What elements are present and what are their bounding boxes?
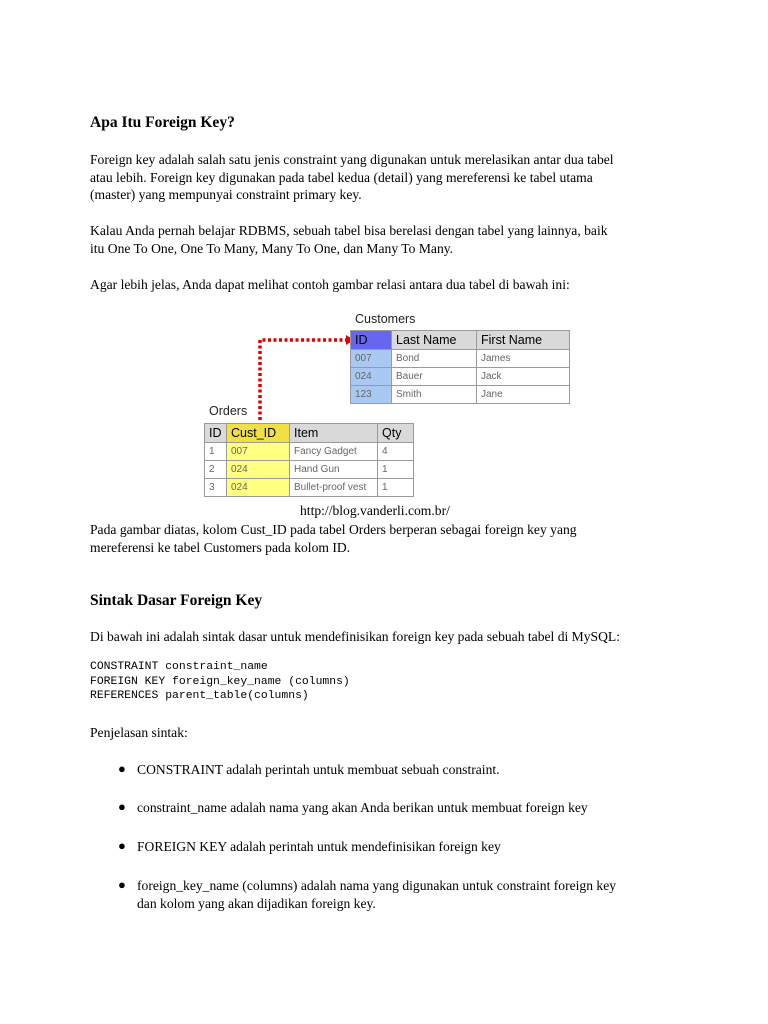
- paragraph-line: atau lebih. Foreign key digunakan pada tabel kedua (detail) yang mereferensi ke tabel utama: [90, 169, 593, 185]
- paragraph-sintak-intro: Di bawah ini adalah sintak dasar untuk mendefinisikan foreign key pada sebuah tabel di MySQL:: [90, 629, 621, 644]
- table-row: [205, 479, 414, 497]
- table-row: [205, 461, 414, 479]
- table-cell: Bauer: [392, 368, 477, 386]
- table-cell: 024: [351, 368, 392, 386]
- customers-table-label: Customers: [355, 312, 416, 326]
- table-cell: 1: [378, 479, 414, 497]
- bullet-marker: ●: [118, 761, 126, 776]
- table-cell: Bond: [392, 350, 477, 368]
- orders-header-item: Item: [290, 424, 378, 443]
- paragraph-explanation: [90, 521, 690, 556]
- table-cell: Jack: [477, 368, 570, 386]
- bullet-marker: ●: [118, 838, 126, 853]
- orders-header-cust-id: Cust_ID: [227, 424, 290, 443]
- customers-header-first-name: First Name: [477, 331, 570, 350]
- list-item: [137, 877, 697, 912]
- table-cell: 024: [227, 461, 290, 479]
- paragraph-line: Foreign key adalah salah satu jenis constraint yang digunakan untuk merelasikan antar dua tabel: [90, 152, 614, 167]
- table-cell: 1: [205, 443, 227, 461]
- table-cell: Fancy Gadget: [290, 443, 378, 461]
- table-cell: 007: [351, 350, 392, 368]
- table-cell: Smith: [392, 386, 477, 404]
- list-item: CONSTRAINT adalah perintah untuk membuat sebuah constraint.: [137, 762, 500, 777]
- customers-header-id: ID: [351, 331, 392, 350]
- paragraph-line: mereferensi ke tabel Customers pada kolom ID.: [90, 539, 351, 555]
- code-line: FOREIGN KEY foreign_key_name (columns): [90, 675, 350, 688]
- table-cell: 2: [205, 461, 227, 479]
- list-item-line: foreign_key_name (columns) adalah nama yang digunakan untuk constraint foreign key: [137, 878, 617, 893]
- bullet-marker: ●: [118, 799, 126, 814]
- table-cell: 1: [378, 461, 414, 479]
- table-cell: 3: [205, 479, 227, 497]
- list-item: constraint_name adalah nama yang akan Anda berikan untuk membuat foreign key: [137, 800, 588, 815]
- paragraph-line: Pada gambar diatas, kolom Cust_ID pada tabel Orders berperan sebagai foreign key yang: [90, 522, 577, 537]
- table-cell: 123: [351, 386, 392, 404]
- paragraph-contoh: Agar lebih jelas, Anda dapat melihat contoh gambar relasi antara dua tabel di bawah ini:: [90, 277, 570, 292]
- image-caption-link[interactable]: http://blog.vanderli.com.br/: [300, 503, 450, 518]
- list-item: FOREIGN KEY adalah perintah untuk mendefinisikan foreign key: [137, 839, 501, 854]
- code-line: CONSTRAINT constraint_name: [90, 661, 268, 673]
- table-cell: Jane: [477, 386, 570, 404]
- customers-table: [350, 330, 570, 404]
- orders-table: [204, 423, 414, 497]
- code-line: REFERENCES parent_table(columns): [90, 690, 309, 703]
- heading-apa-itu-foreign-key: Apa Itu Foreign Key?: [90, 114, 235, 131]
- orders-table-label: Orders: [209, 404, 248, 418]
- table-cell: Hand Gun: [290, 461, 378, 479]
- table-row: [351, 386, 570, 404]
- table-row: [351, 368, 570, 386]
- table-cell: 007: [227, 443, 290, 461]
- table-cell: James: [477, 350, 570, 368]
- table-row: [351, 350, 570, 368]
- table-row: [205, 443, 414, 461]
- paragraph-line: Kalau Anda pernah belajar RDBMS, sebuah tabel bisa berelasi dengan tabel yang lainnya, baik: [90, 223, 608, 238]
- code-block: [90, 660, 350, 704]
- paragraph-definition: [90, 151, 690, 204]
- list-item-line: dan kolom yang akan dijadikan foreign key.: [137, 895, 376, 911]
- table-cell: 4: [378, 443, 414, 461]
- heading-sintak-dasar: Sintak Dasar Foreign Key: [90, 592, 263, 609]
- orders-header-qty: Qty: [378, 424, 414, 443]
- customers-header-last-name: Last Name: [392, 331, 477, 350]
- relation-diagram: [200, 308, 580, 504]
- paragraph-rdbms: [90, 222, 690, 257]
- table-cell: Bullet-proof vest: [290, 479, 378, 497]
- bullet-marker: ●: [118, 877, 126, 892]
- paragraph-line: (master) yang mempunyai constraint primary key.: [90, 187, 362, 203]
- table-cell: 024: [227, 479, 290, 497]
- orders-header-id: ID: [205, 424, 227, 443]
- paragraph-line: itu One To One, One To Many, Many To One, dan Many To Many.: [90, 240, 454, 256]
- paragraph-penjelasan: Penjelasan sintak:: [90, 725, 188, 740]
